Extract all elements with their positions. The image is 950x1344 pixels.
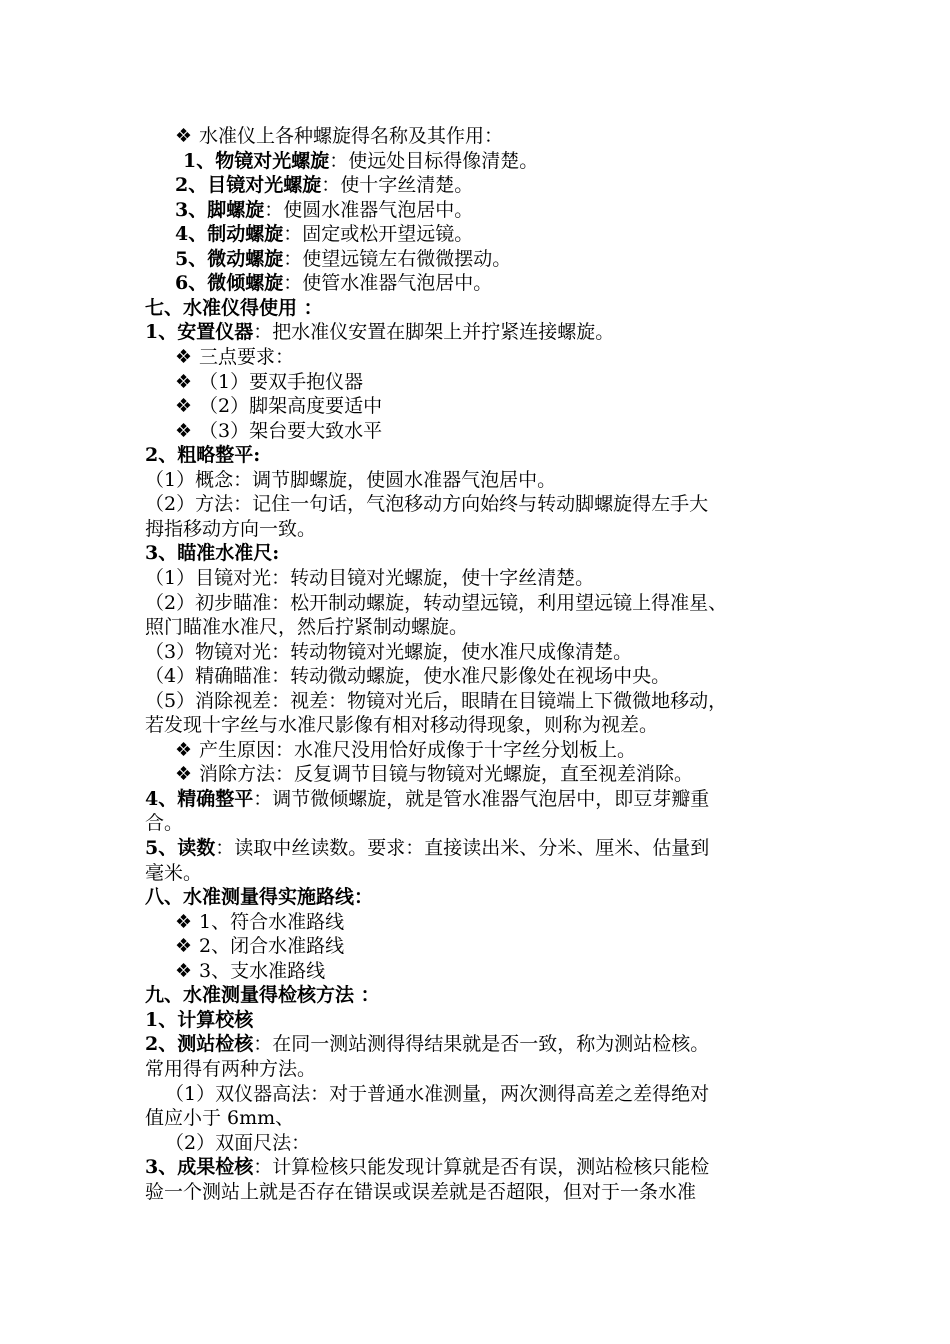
line-text: （2）初步瞄准：松开制动螺旋，转动望远镜，利用望远镜上得准星、	[145, 591, 728, 614]
line-text: 3、支水准路线	[199, 959, 326, 982]
text-line	[145, 615, 825, 639]
text-line	[145, 640, 825, 664]
diamond-bullet-icon: ❖	[175, 935, 193, 958]
line-text: ：使圆水准器气泡居中。	[264, 198, 474, 221]
line-text: （2）双面尺法：	[165, 1131, 311, 1154]
text-line	[145, 1131, 845, 1155]
line-text: ：把水准仪安置在脚架上并拧紧连接螺旋。	[253, 321, 615, 344]
diamond-bullet-icon: ❖	[175, 395, 193, 418]
text-line	[145, 517, 825, 541]
text-line	[145, 738, 855, 762]
text-line	[145, 1106, 825, 1130]
text-line	[145, 1155, 825, 1179]
text-line	[145, 762, 855, 786]
bold-term: 2、测站检核	[145, 1033, 254, 1056]
bold-term: 九、水准测量得检核方法 ：	[145, 984, 380, 1007]
bold-term: 1、计算校核	[145, 1008, 254, 1031]
text-line	[145, 345, 855, 369]
text-line	[145, 934, 855, 958]
line-text: 若发现十字丝与水准尺影像有相对移动得现象，则称为视差。	[145, 714, 659, 737]
line-text: ：计算检核只能发现计算就是否有误，测站检核只能检	[253, 1156, 710, 1179]
line-text: ：使远处目标得像清楚。	[329, 149, 539, 172]
line-text: ：使管水准器气泡居中。	[283, 272, 493, 295]
diamond-bullet-icon: ❖	[175, 959, 193, 982]
text-line	[145, 910, 855, 934]
text-line	[145, 222, 855, 246]
text-line	[145, 664, 825, 688]
text-line	[145, 566, 825, 590]
bold-term: 2、粗略整平:	[145, 444, 261, 467]
text-line	[145, 811, 825, 835]
text-line	[145, 713, 825, 737]
line-text: 消除方法：反复调节目镜与物镜对光螺旋，直至视差消除。	[199, 763, 694, 786]
bold-term: 3、瞄准水准尺:	[145, 542, 280, 565]
line-text: ：使十字丝清楚。	[321, 174, 474, 197]
text-line	[145, 1180, 825, 1204]
bold-term: 1、安置仪器	[145, 321, 254, 344]
text-line	[145, 198, 855, 222]
bold-term: 4、精确整平	[145, 787, 254, 810]
text-line	[145, 443, 825, 467]
line-text: （1）概念：调节脚螺旋，使圆水准器气泡居中。	[145, 468, 557, 491]
text-line	[145, 124, 855, 148]
bold-term: 八、水准测量得实施路线：	[145, 886, 374, 909]
bold-term: 5、读数	[145, 837, 216, 859]
text-line	[145, 787, 825, 811]
line-text: （4）精确瞄准：转动微动螺旋，使水准尺影像处在视场中央。	[145, 665, 671, 688]
line-text: 验一个测站上就是否存在错误或误差就是否超限，但对于一条水准	[145, 1180, 697, 1203]
line-text: ：读取中丝读数。要求：直接读出米、分米、厘米、估量到	[215, 837, 710, 859]
line-text: （2）方法：记住一句话，气泡移动方向始终与转动脚螺旋得左手大	[145, 493, 709, 516]
diamond-bullet-icon: ❖	[175, 346, 193, 368]
line-text: 毫米。	[145, 861, 203, 884]
text-line	[145, 885, 825, 909]
line-text: （1）要双手抱仪器	[199, 370, 364, 393]
text-line	[145, 1032, 825, 1056]
text-line	[145, 370, 855, 394]
diamond-bullet-icon: ❖	[175, 738, 193, 761]
line-text: 水准仪上各种螺旋得名称及其作用：	[199, 125, 504, 147]
line-text: 照门瞄准水准尺，然后拧紧制动螺旋。	[145, 616, 469, 638]
diamond-bullet-icon: ❖	[175, 910, 193, 933]
line-text: （3）架台要大致水平	[199, 419, 383, 442]
diamond-bullet-icon: ❖	[175, 763, 193, 786]
line-text: 合。	[145, 812, 184, 835]
text-line	[145, 591, 825, 615]
line-text: 产生原因：水准尺没用恰好成像于十字丝分划板上。	[199, 738, 637, 761]
bold-term: 3、脚螺旋	[175, 198, 265, 221]
bold-term: 1、物镜对光螺旋	[183, 149, 330, 172]
text-line	[145, 394, 855, 418]
line-text: ：固定或松开望远镜。	[283, 223, 474, 246]
text-line	[145, 959, 855, 983]
line-text: 拇指移动方向一致。	[145, 517, 317, 540]
line-text: （1）双仪器高法：对于普通水准测量，两次测得高差之差得绝对	[165, 1082, 710, 1105]
line-text: （5）消除视差：视差：物镜对光后，眼睛在目镜端上下微微地移动，	[145, 689, 728, 712]
line-text: （1）目镜对光：转动目镜对光螺旋，使十字丝清楚。	[145, 566, 595, 589]
text-line	[145, 419, 855, 443]
bold-term: 6、微倾螺旋	[175, 272, 284, 295]
bold-term: 3、成果检核	[145, 1156, 254, 1179]
text-line	[145, 1057, 825, 1081]
line-text: （2）脚架高度要适中	[199, 395, 383, 418]
text-line	[145, 492, 825, 516]
text-line	[145, 861, 825, 885]
line-text: 1、符合水准路线	[199, 910, 345, 933]
text-line	[145, 1082, 845, 1106]
text-line	[145, 541, 825, 565]
text-line	[145, 836, 825, 860]
text-line	[145, 468, 825, 492]
line-text: 常用得有两种方法。	[145, 1057, 317, 1080]
line-text: 值应小于 6mm、	[145, 1107, 295, 1129]
line-text: ：使望远镜左右微微摆动。	[283, 247, 512, 270]
line-text: （3）物镜对光：转动物镜对光螺旋，使水准尺成像清楚。	[145, 640, 633, 663]
line-text: 2、闭合水准路线	[199, 935, 345, 958]
text-line	[145, 320, 825, 344]
text-line	[145, 689, 825, 713]
text-line	[145, 271, 855, 295]
text-line	[145, 173, 855, 197]
text-line	[145, 149, 863, 173]
diamond-bullet-icon: ❖	[175, 419, 193, 442]
line-text: ：在同一测站测得得结果就是否一致，称为测站检核。	[253, 1033, 710, 1056]
diamond-bullet-icon: ❖	[175, 370, 193, 393]
text-line	[145, 1008, 825, 1032]
text-line	[145, 247, 855, 271]
line-text: 三点要求：	[199, 346, 295, 368]
text-line	[145, 296, 825, 320]
bold-term: 5、微动螺旋	[175, 247, 284, 270]
text-line	[145, 983, 825, 1007]
line-text: ：调节微倾螺旋，就是管水准器气泡居中，即豆芽瓣重	[253, 787, 710, 810]
diamond-bullet-icon: ❖	[175, 125, 193, 147]
bold-term: 2、目镜对光螺旋	[175, 174, 322, 197]
bold-term: 4、制动螺旋	[175, 223, 284, 246]
bold-term: 七、水准仪得使用 ：	[145, 296, 323, 319]
